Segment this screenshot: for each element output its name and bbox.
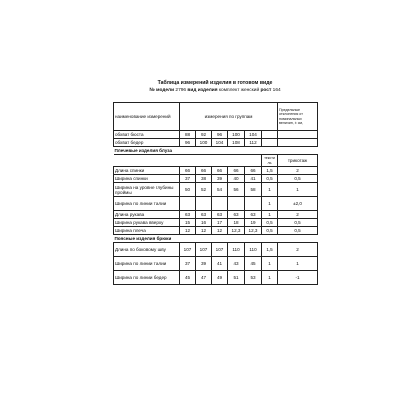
type-value: комплект женский (218, 88, 260, 93)
type-label: вид изделия (187, 88, 218, 93)
measurement-sheet (113, 80, 317, 285)
section-row-blouse (114, 147, 318, 155)
table-header-row (114, 103, 318, 131)
table-row: Ширина по линии бедер 45 47 49 51 53 1 -1 (114, 271, 318, 285)
height-label: рост (260, 88, 272, 93)
table-row: Длина спинки 66 66 66 66 66 1,5 2 (114, 167, 318, 175)
textile-label: тексти ль (262, 155, 278, 167)
table-row: Длина по боковому шву 107 107 107 110 110 1,5 2 (114, 243, 318, 257)
measurement-table (113, 102, 318, 285)
document-title: Таблица измерений изделия в готовом виде (157, 80, 273, 86)
header-groups-cell: измерения по группам (180, 103, 278, 131)
model-info-line (113, 87, 317, 96)
model-value: 2796 (175, 88, 187, 93)
table-row: Ширина на уровне глубины проймы 50 52 54 56 58 1 1 (114, 183, 318, 197)
table-row: Ширина рукава вверху 15 16 17 18 19 0,5 0,5 (114, 219, 318, 227)
knit-label: трикотаж (278, 155, 318, 167)
table-row: Длина рукава 63 63 63 63 63 1 2 (114, 211, 318, 219)
height-value: 164 (272, 88, 281, 93)
table-row: Ширина спинки 37 38 39 40 41 0,5 0,5 (114, 175, 318, 183)
section-label-pants: Поясные изделия брюки (114, 235, 262, 243)
table-row: обхват бедер 96 100 104 108 112 (114, 139, 318, 147)
table-row: обхват бюста 88 92 96 100 104 (114, 131, 318, 139)
section-label-blouse: Плечевые изделия блуза (114, 147, 262, 155)
table-row: Ширина плеча 12 12 12 12,3 12,3 0,5 0,5 (114, 227, 318, 235)
table-row: Ширина по линии талии 1 ±2,0 (114, 197, 318, 211)
section-row-pants (114, 235, 318, 243)
model-label: № модели (149, 88, 175, 93)
table-row: Ширина по линии талии 37 39 41 43 45 1 1 (114, 257, 318, 271)
header-name-cell: наименование измерений (114, 103, 180, 131)
tolerance-subheader-row (114, 155, 318, 167)
header-tolerance-cell: Предельные отклонения от номинальных величин, ± см, (278, 103, 318, 131)
